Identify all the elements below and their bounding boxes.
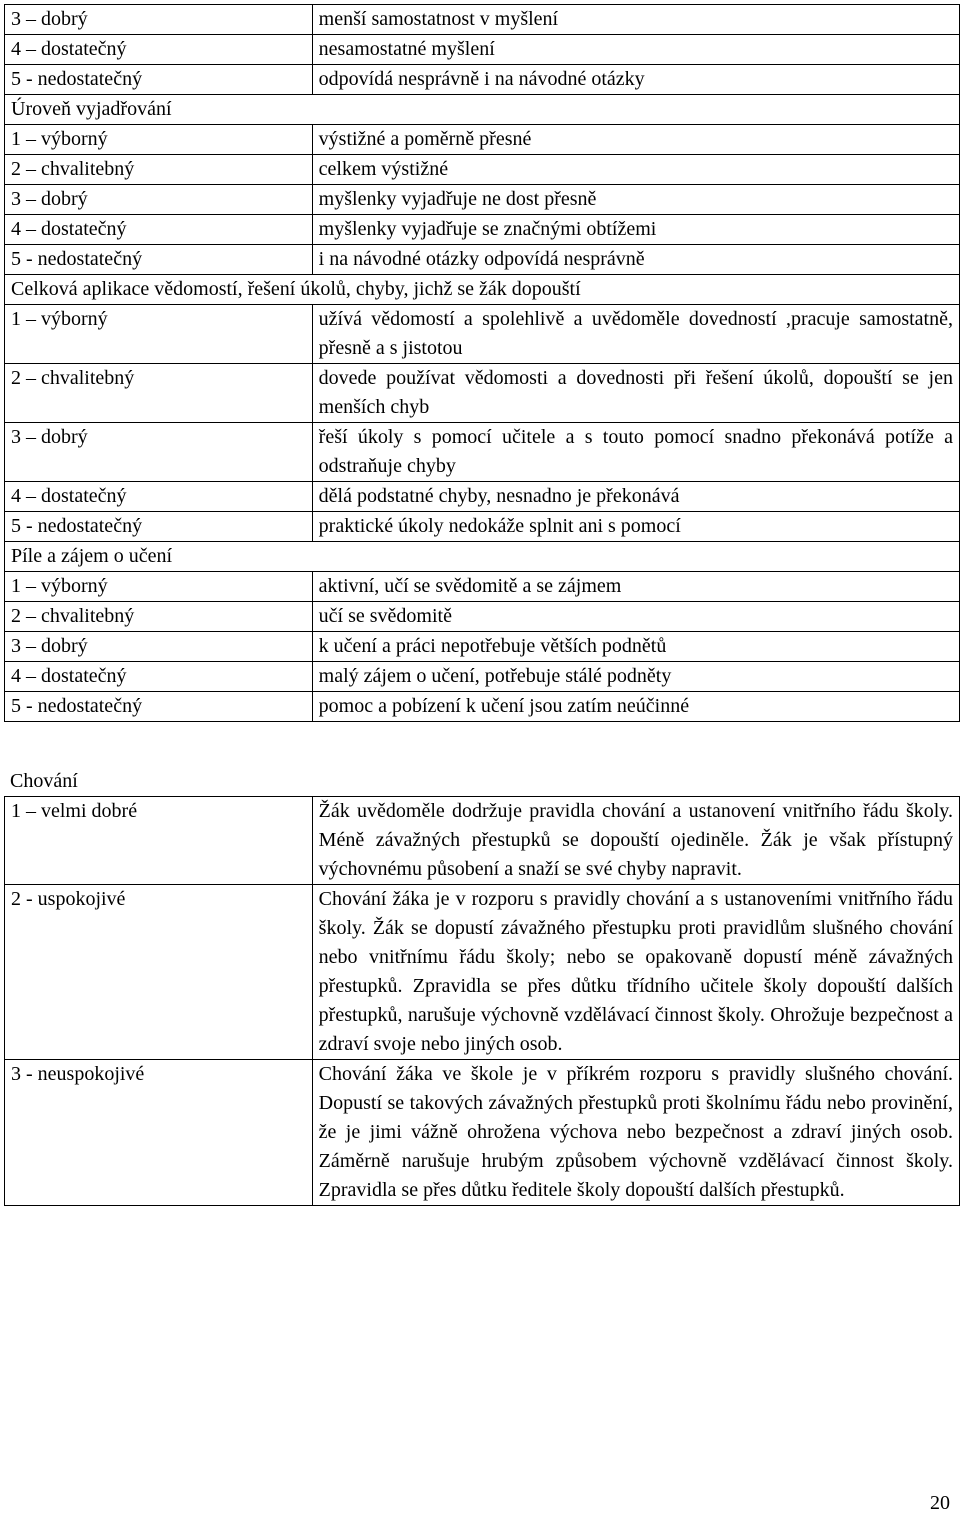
grade-description: praktické úkoly nedokáže splnit ani s pomocí: [312, 512, 959, 542]
grade-row: [5, 602, 960, 632]
grade-label: 4 – dostatečný: [5, 662, 313, 692]
page-number: 20: [930, 1492, 950, 1514]
grade-row: [5, 1060, 960, 1206]
grade-description: odpovídá nesprávně i na návodné otázky: [312, 65, 959, 95]
section-row: [5, 275, 960, 305]
section-heading: Píle a zájem o učení: [5, 542, 960, 572]
grade-label: 2 – chvalitebný: [5, 155, 313, 185]
grade-label: 3 – dobrý: [5, 632, 313, 662]
behavior-heading: Chování: [10, 770, 78, 792]
grade-row: [5, 692, 960, 722]
grade-row: [5, 885, 960, 1060]
grade-label: 3 – dobrý: [5, 185, 313, 215]
grade-row: [5, 245, 960, 275]
grade-label: 5 - nedostatečný: [5, 245, 313, 275]
grade-description: Chování žáka je v rozporu s pravidly chování a s ustanoveními vnitřního řádu školy. Žák se dopustí závažného přestupku proti pravidlům slušného chování nebo vnitřnímu řádu školy; nebo se opakovaně dopustí méně závažných přestupků. Zpravidla se přes důtku třídního učitele školy dopouští dalších přestupků, narušuje výchovně vzdělávací činnost školy. Ohrožuje bezpečnost a zdraví svoje nebo jiných osob.: [312, 885, 959, 1060]
grade-row: [5, 215, 960, 245]
grade-description: výstižné a poměrně přesné: [312, 125, 959, 155]
grade-row: [5, 662, 960, 692]
section-row: [5, 95, 960, 125]
grade-row: [5, 632, 960, 662]
grade-label: 1 – velmi dobré: [5, 797, 313, 885]
grade-description: celkem výstižné: [312, 155, 959, 185]
section-heading: Úroveň vyjadřování: [5, 95, 960, 125]
grade-description: učí se svědomitě: [312, 602, 959, 632]
grade-row: [5, 125, 960, 155]
grade-description: Žák uvědoměle dodržuje pravidla chování a ustanovení vnitřního řádu školy. Méně závažných přestupků se dopouští ojediněle. Žák je však přístupný výchovnému působení a snaží se své chyby napravit.: [312, 797, 959, 885]
grade-description: myšlenky vyjadřuje se značnými obtížemi: [312, 215, 959, 245]
grade-row: [5, 512, 960, 542]
grade-row: [5, 185, 960, 215]
grade-label: 4 – dostatečný: [5, 215, 313, 245]
grade-label: 2 – chvalitebný: [5, 364, 313, 423]
grade-label: 3 - neuspokojivé: [5, 1060, 313, 1206]
grade-label: 3 – dobrý: [5, 5, 313, 35]
grade-description: malý zájem o učení, potřebuje stálé podněty: [312, 662, 959, 692]
section-heading: Celková aplikace vědomostí, řešení úkolů, chyby, jichž se žák dopouští: [5, 275, 960, 305]
grade-description: k učení a práci nepotřebuje větších podnětů: [312, 632, 959, 662]
grade-row: [5, 423, 960, 482]
grade-row: [5, 797, 960, 885]
grade-description: i na návodné otázky odpovídá nesprávně: [312, 245, 959, 275]
grade-row: [5, 155, 960, 185]
grade-row: [5, 572, 960, 602]
grade-label: 3 – dobrý: [5, 423, 313, 482]
grade-row: [5, 35, 960, 65]
grade-row: [5, 305, 960, 364]
grade-description: menší samostatnost v myšlení: [312, 5, 959, 35]
grade-description: pomoc a pobízení k učení jsou zatím neúčinné: [312, 692, 959, 722]
grade-description: myšlenky vyjadřuje ne dost přesně: [312, 185, 959, 215]
behavior-table-body: [5, 797, 960, 1206]
grade-description: aktivní, učí se svědomitě a se zájmem: [312, 572, 959, 602]
grade-row: [5, 65, 960, 95]
grade-description: nesamostatné myšlení: [312, 35, 959, 65]
grade-label: 1 – výborný: [5, 125, 313, 155]
grade-row: [5, 482, 960, 512]
grade-label: 4 – dostatečný: [5, 35, 313, 65]
grade-description: řeší úkoly s pomocí učitele a s touto pomocí snadno překonává potíže a odstraňuje chyby: [312, 423, 959, 482]
grade-row: [5, 364, 960, 423]
grade-label: 1 – výborný: [5, 305, 313, 364]
grade-label: 2 – chvalitebný: [5, 602, 313, 632]
grading-table-body: [5, 5, 960, 722]
grade-label: 1 – výborný: [5, 572, 313, 602]
grade-row: [5, 5, 960, 35]
grade-label: 5 - nedostatečný: [5, 65, 313, 95]
grade-label: 2 - uspokojivé: [5, 885, 313, 1060]
behavior-table: [4, 796, 960, 1206]
grade-label: 5 - nedostatečný: [5, 692, 313, 722]
grade-label: 4 – dostatečný: [5, 482, 313, 512]
grade-description: Chování žáka ve škole je v příkrém rozporu s pravidly slušného chování. Dopustí se takových závažných přestupků proti školnímu řádu nebo provinění, že je jimi vážně ohrožena výchova nebo bezpečnost a zdraví jiných osob. Záměrně narušuje hrubým způsobem výchovně vzdělávací činnost školy. Zpravidla se přes důtku ředitele školy dopouští dalších přestupků.: [312, 1060, 959, 1206]
grade-description: užívá vědomostí a spolehlivě a uvědoměle dovedností ,pracuje samostatně, přesně a s jistotou: [312, 305, 959, 364]
grade-label: 5 - nedostatečný: [5, 512, 313, 542]
grade-description: dovede používat vědomosti a dovednosti při řešení úkolů, dopouští se jen menších chyb: [312, 364, 959, 423]
grade-description: dělá podstatné chyby, nesnadno je překonává: [312, 482, 959, 512]
grading-table: [4, 4, 960, 722]
section-row: [5, 542, 960, 572]
